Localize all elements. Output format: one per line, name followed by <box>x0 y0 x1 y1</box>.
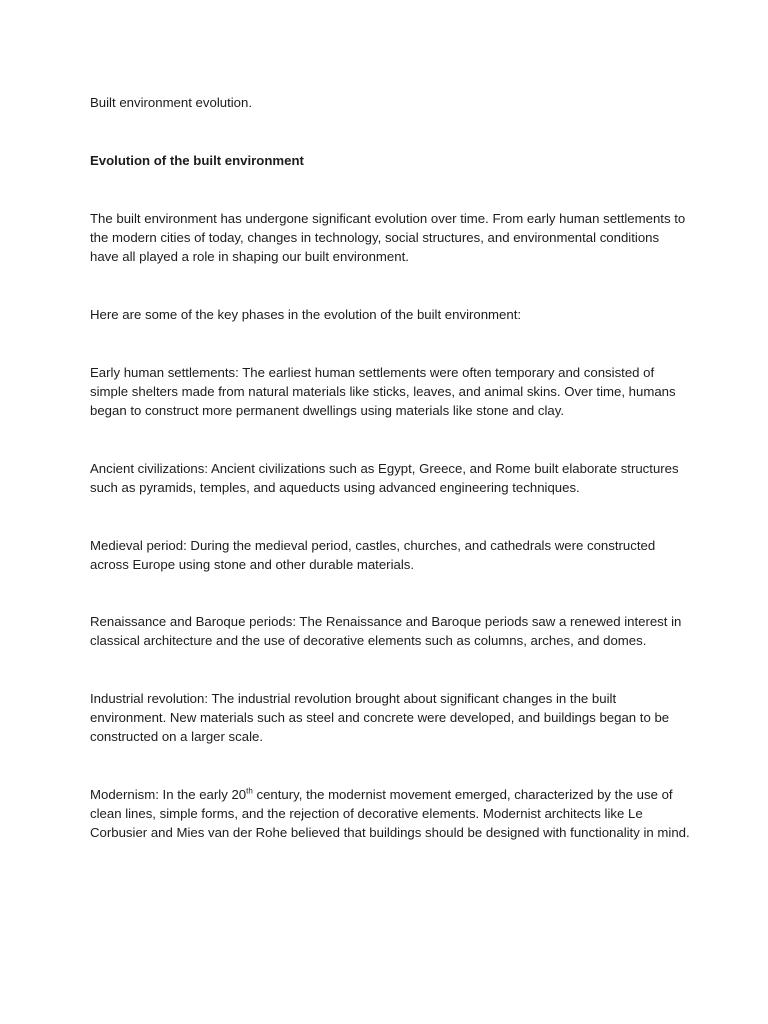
renaissance-baroque-paragraph: Renaissance and Baroque periods: The Renaissance and Baroque periods saw a renewed interest in classical architecture and the use of decorative elements such as columns, arches, and domes. <box>90 614 682 649</box>
ordinal-superscript: th <box>246 786 253 796</box>
industrial-revolution-paragraph: Industrial revolution: The industrial revolution brought about significant changes in the built environment. New materials such as steel and concrete were developed, and buildings began to be constructed on a larger scale. <box>90 691 670 745</box>
ancient-civilizations-paragraph: Ancient civilizations: Ancient civilizations such as Egypt, Greece, and Rome built elaborate structures such as pyramids, temples, and aqueducts using advanced engineering techniques. <box>90 461 679 496</box>
modernism-text-end: century, the modernist movement emerged, characterized by the use of clean lines, simple forms, and the rejection of decorative elements. Modernist architects like Le Corbusier and Mies van der Rohe believed that buildings should be designed with functionality in mind. <box>90 787 690 841</box>
modernism-paragraph <box>90 785 690 843</box>
early-settlements-paragraph: Early human settlements: The earliest human settlements were often temporary and consisted of simple shelters made from natural materials like sticks, leaves, and animal skins. Over time, humans began to construct more permanent dwellings using materials like stone and clay. <box>90 365 676 419</box>
section-heading: Evolution of the built environment <box>90 153 304 168</box>
intro-paragraph: The built environment has undergone significant evolution over time. From early human settlements to the modern cities of today, changes in technology, social structures, and environmental conditions have all played a role in shaping our built environment. <box>90 211 686 265</box>
medieval-period-paragraph: Medieval period: During the medieval period, castles, churches, and cathedrals were constructed across Europe using stone and other durable materials. <box>90 538 656 573</box>
document-title-line: Built environment evolution. <box>90 95 253 110</box>
phases-intro-paragraph: Here are some of the key phases in the evolution of the built environment: <box>90 307 522 322</box>
modernism-text-start: Modernism: In the early 20 <box>90 787 247 802</box>
